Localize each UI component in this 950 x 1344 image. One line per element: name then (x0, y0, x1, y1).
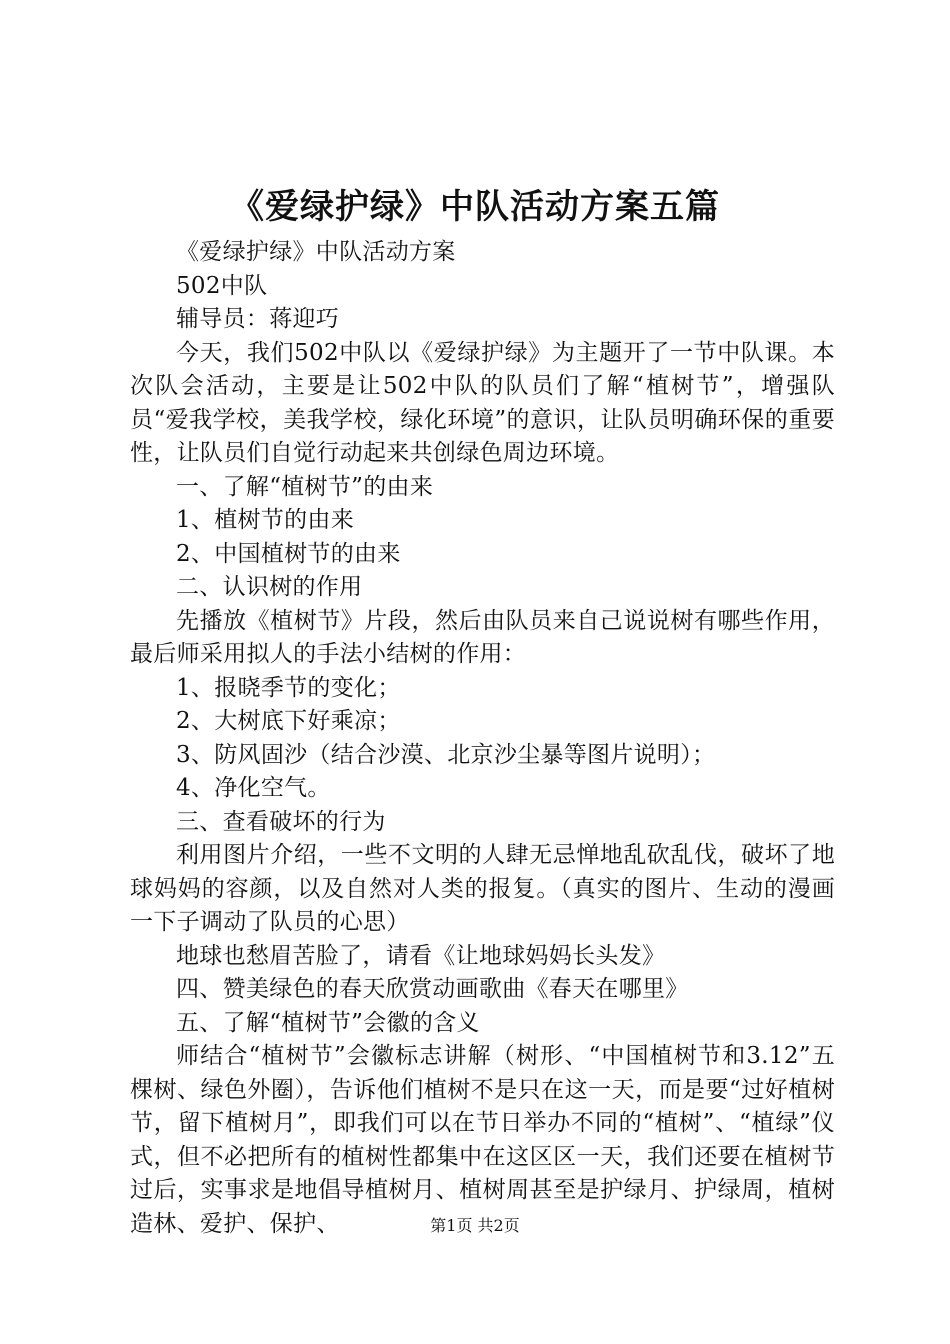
list-item: 3、防风固沙（结合沙漠、北京沙尘暴等图片说明）； (176, 741, 716, 768)
document-body (130, 236, 835, 1241)
paragraph-squadron: 502中队 (176, 272, 268, 299)
list-item: 4、净化空气。 (176, 775, 331, 801)
list-item: 1、植树节的由来 (176, 507, 355, 533)
paragraph-intro: 今天，我们502中队以《爱绿护绿》为主题开了一节中队课。本次队会活动，主要是让502中队的队员们了解“植树节”，增强队员“爱我学校，美我学校，绿化环境”的意识，让队员明确环保的重要性，让队员们自觉行动起来共创绿色周边环境。 (130, 339, 835, 466)
paragraph-subtitle: 《爱绿护绿》中队活动方案 (176, 239, 456, 265)
section-heading-1: 一、了解“植树节”的由来 (176, 473, 434, 500)
paragraph-emblem: 师结合“植树节”会徽标志讲解（树形、“中国植树节和3.12”五棵树、绿色外圈），告诉他们植树不是只在这一天，而是要“过好植树节，留下植树月”，即我们可以在节日举办不同的“植树”、“植绿”仪式，但不必把所有的植树性都集中在这区区一天，我们还要在植树节过后，实事求是地倡导植树月、植树周甚至是护绿月、护绿周，植树造林、爱护、保护、 (130, 1043, 835, 1237)
list-item: 2、大树底下好乘凉； (176, 708, 401, 734)
list-item: 1、报晓季节的变化； (176, 674, 401, 701)
section-heading-2: 二、认识树的作用 (176, 574, 363, 600)
document-title: 《爱绿护绿》中队活动方案五篇 (230, 187, 720, 227)
page-number-footer: 第1页 共2页 (430, 1216, 520, 1235)
section-heading-5: 五、了解“植树节”会徽的含义 (176, 1009, 480, 1036)
paragraph-tree-role: 先播放《植树节》片段，然后由队员来自己说说树有哪些作用，最后师采用拟人的手法小结树的作用： (130, 607, 835, 667)
section-heading-4: 四、赞美绿色的春天欣赏动画歌曲《春天在哪里》 (176, 976, 689, 1002)
section-heading-3: 三、查看破坏的行为 (176, 808, 386, 835)
paragraph-counselor: 辅导员：蒋迎巧 (176, 306, 340, 332)
list-item: 2、中国植树节的由来 (176, 540, 401, 567)
paragraph-earth: 地球也愁眉苦脸了，请看《让地球妈妈长头发》 (176, 942, 666, 969)
paragraph-destruction: 利用图片介绍，一些不文明的人肆无忌惮地乱砍乱伐，破坏了地球妈妈的容颜，以及自然对人类的报复。（真实的图片、生动的漫画一下子调动了队员的心思） (130, 842, 835, 935)
